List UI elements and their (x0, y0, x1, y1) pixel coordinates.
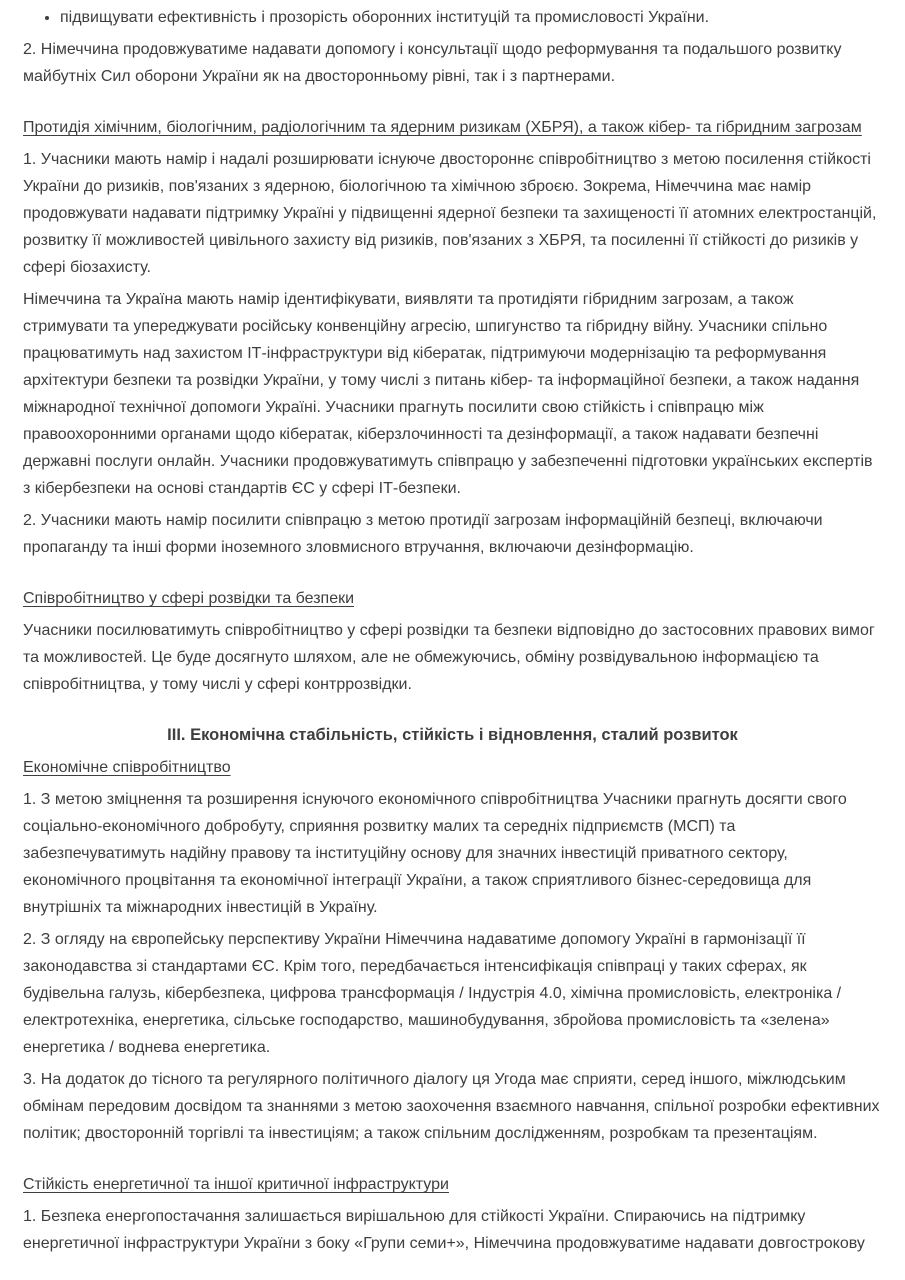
section-heading-economic-cooperation: Економічне співробітництво (23, 759, 231, 776)
section-heading-intelligence-security: Співробітництво у сфері розвідки та безпеки (23, 590, 355, 607)
paragraph-eu-harmonization-sectors: 2. З огляду на європейську перспективу України Німеччина надаватиме допомогу Україні в гармонізації її законодавства зі стандартами ЄС. Крім того, передбачається інтенсифікація співпраці у таких сферах, як будівельна галузь, кібербезпека, цифрова трансформація / Індустрія 4.0, хімічна промисловість, електроніка / електротехніка, енергетика, сільське господарство, машинобудування, збройова промисловість та «зелена» енергетика / воднева енергетика. (23, 931, 842, 1056)
paragraph-hybrid-threats-cyber: Німеччина та Україна мають намір ідентифікувати, виявляти та протидіяти гібридним загрозам, а також стримувати та упереджувати російську конвенційну агресію, шпигунство та гібридну війну. Учасники спільно працюватимуть над захистом ІТ-інфраструктури від кібератак, підтримуючи модернізацію та реформування архітектури безпеки та розвідки України, у тому числі з питань кібер- та інформаційної безпеки, а також надання міжнародної технічної допомоги Україні. Учасники прагнуть посилити свою стійкість і співпрацю між правоохоронними органами щодо кібератак, кіберзлочинності та дезінформації, а також надавати безпечні державні послуги онлайн. Учасники продовжуватимуть співпрацю у забезпеченні підготовки українських експертів з кібербезпеки на основі стандартів ЄС у сфері ІТ-безпеки. (23, 291, 873, 497)
paragraph-energy-supply-security: 1. Безпека енергопостачання залишається вирішальною для стійкості України. Спираючись на підтримку енергетичної інфраструктури України з боку «Групи семи+», Німеччина продовжуватиме надавати довгострокову (23, 1208, 865, 1252)
paragraph-political-dialogue-exchanges: 3. На додаток до тісного та регулярного політичного діалогу ця Угода має сприяти, серед іншого, міжлюдським обмінам передовим досвідом та знаннями з метою заохочення взаємного навчання, спільної розробки ефективних політик; двосторонній торгівлі та інвестиціям; а також спільним дослідженням, розробкам та презентаціям. (23, 1071, 880, 1142)
section-heading-energy-infrastructure-resilience: Стійкість енергетичної та іншої критичної інфраструктури (23, 1176, 449, 1193)
paragraph-information-security: 2. Учасники мають намір посилити співпрацю з метою протидії загрозам інформаційній безпеці, включаючи пропаганду та інші форми іноземного зловмисного втручання, включаючи дезінформацію. (23, 512, 823, 556)
paragraph-defense-reform: 2. Німеччина продовжуватиме надавати допомогу і консультації щодо реформування та подальшого розвитку майбутніх Сил оборони України як на двосторонньому рівні, так і з партнерами. (23, 41, 842, 85)
bullet-list (23, 4, 882, 31)
paragraph-cbrn-cooperation: 1. Учасники мають намір і надалі розширювати існуюче двостороннє співробітництво з метою посилення стійкості України до ризиків, пов'язаних з ядерною, біологічною та хімічною зброєю. Зокрема, Німеччина має намір продовжувати надавати підтримку Україні у підвищенні ядерної безпеки та захищеності її атомних електростанцій, розвитку її можливостей цивільного захисту від ризиків, пов'язаних з ХБРЯ, та посиленні її стійкості до ризиків у сфері біозахисту. (23, 151, 877, 276)
section-heading-cbrn-cyber-hybrid: Протидія хімічним, біологічним, радіологічним та ядерним ризикам (ХБРЯ), а також кібер- та гібридним загрозам (23, 119, 862, 136)
bullet-item-defense-transparency: • підвищувати ефективність і прозорість оборонних інституцій та промисловості України. (60, 4, 882, 31)
paragraph-intelligence-cooperation: Учасники посилюватимуть співробітництво у сфері розвідки та безпеки відповідно до застосовних правових вимог та можливостей. Це буде досягнуто шляхом, але не обмежуючись, обміну розвідувальною інформацією та співробітництва, у тому числі у сфері контррозвідки. (23, 622, 875, 693)
paragraph-economic-strengthening: 1. З метою зміцнення та розширення існуючого економічного співробітництва Учасники прагнуть досягти свого соціально-економічного добробуту, сприяння розвитку малих та середніх підприємств (МСП) та забезпечуватимуть надійну правову та інституційну основу для значних інвестицій приватного сектору, економічного процвітання та економічної інтеграції України, а також сприятливого бізнес-середовища для внутрішніх та міжнародних інвестицій в Україну. (23, 791, 847, 916)
chapter-heading-economic-stability: III. Економічна стабільність, стійкість і відновлення, сталий розвиток (167, 726, 738, 744)
